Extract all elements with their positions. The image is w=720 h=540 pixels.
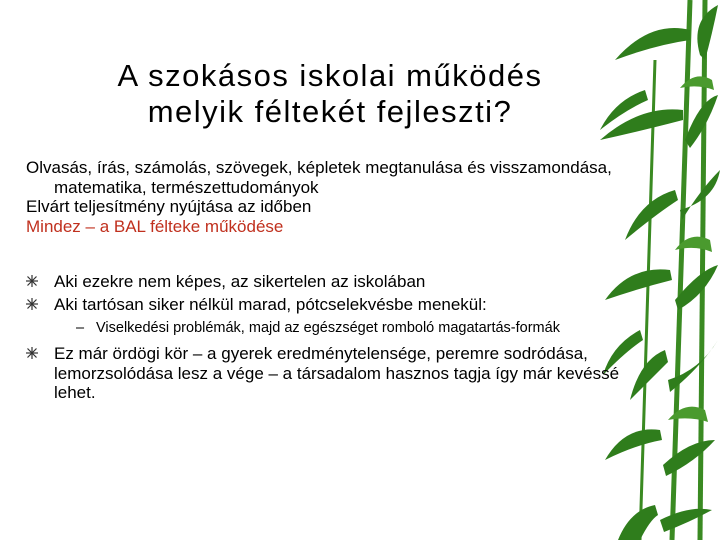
intro-line-left-hemisphere: Mindez – a BAL félteke működése (26, 216, 284, 236)
bullet-list (26, 272, 636, 406)
asterisk-icon (26, 275, 38, 287)
intro-block (26, 158, 636, 236)
sub-bullet (76, 320, 636, 336)
asterisk-icon (26, 298, 38, 310)
bullet-item (26, 344, 636, 403)
bullet-item (26, 295, 636, 315)
title-line-1: A szokásos iskolai működés (117, 58, 543, 93)
dash-marker: – (76, 320, 85, 336)
bullet-text-final: Ez már ördögi kör – a gyerek eredménytelensége, peremre sodródása, lemorzsolódása lesz a vége – a társadalom hasznos tagja így már kevéssé lehet. (54, 344, 620, 402)
sub-bullet-text: Viselkedési problémák, majd az egészséget romboló magatartás-formák (96, 320, 560, 336)
bullet-text: Aki ezekre nem képes, az sikertelen az iskolában (54, 272, 426, 291)
bullet-item (26, 272, 636, 292)
bullet-text: Aki tartósan siker nélkül marad, pótcselekvésbe menekül: (54, 294, 487, 314)
asterisk-icon (26, 347, 38, 359)
slide-title (30, 58, 630, 130)
intro-line-expectation: Elvárt teljesítmény nyújtása az időben (26, 197, 312, 216)
title-line-2: melyik féltekét fejleszti? (147, 94, 513, 129)
intro-line-subjects: Olvasás, írás, számolás, szövegek, képletek megtanulása és visszamondása, matematika, természettudományok (26, 158, 612, 197)
